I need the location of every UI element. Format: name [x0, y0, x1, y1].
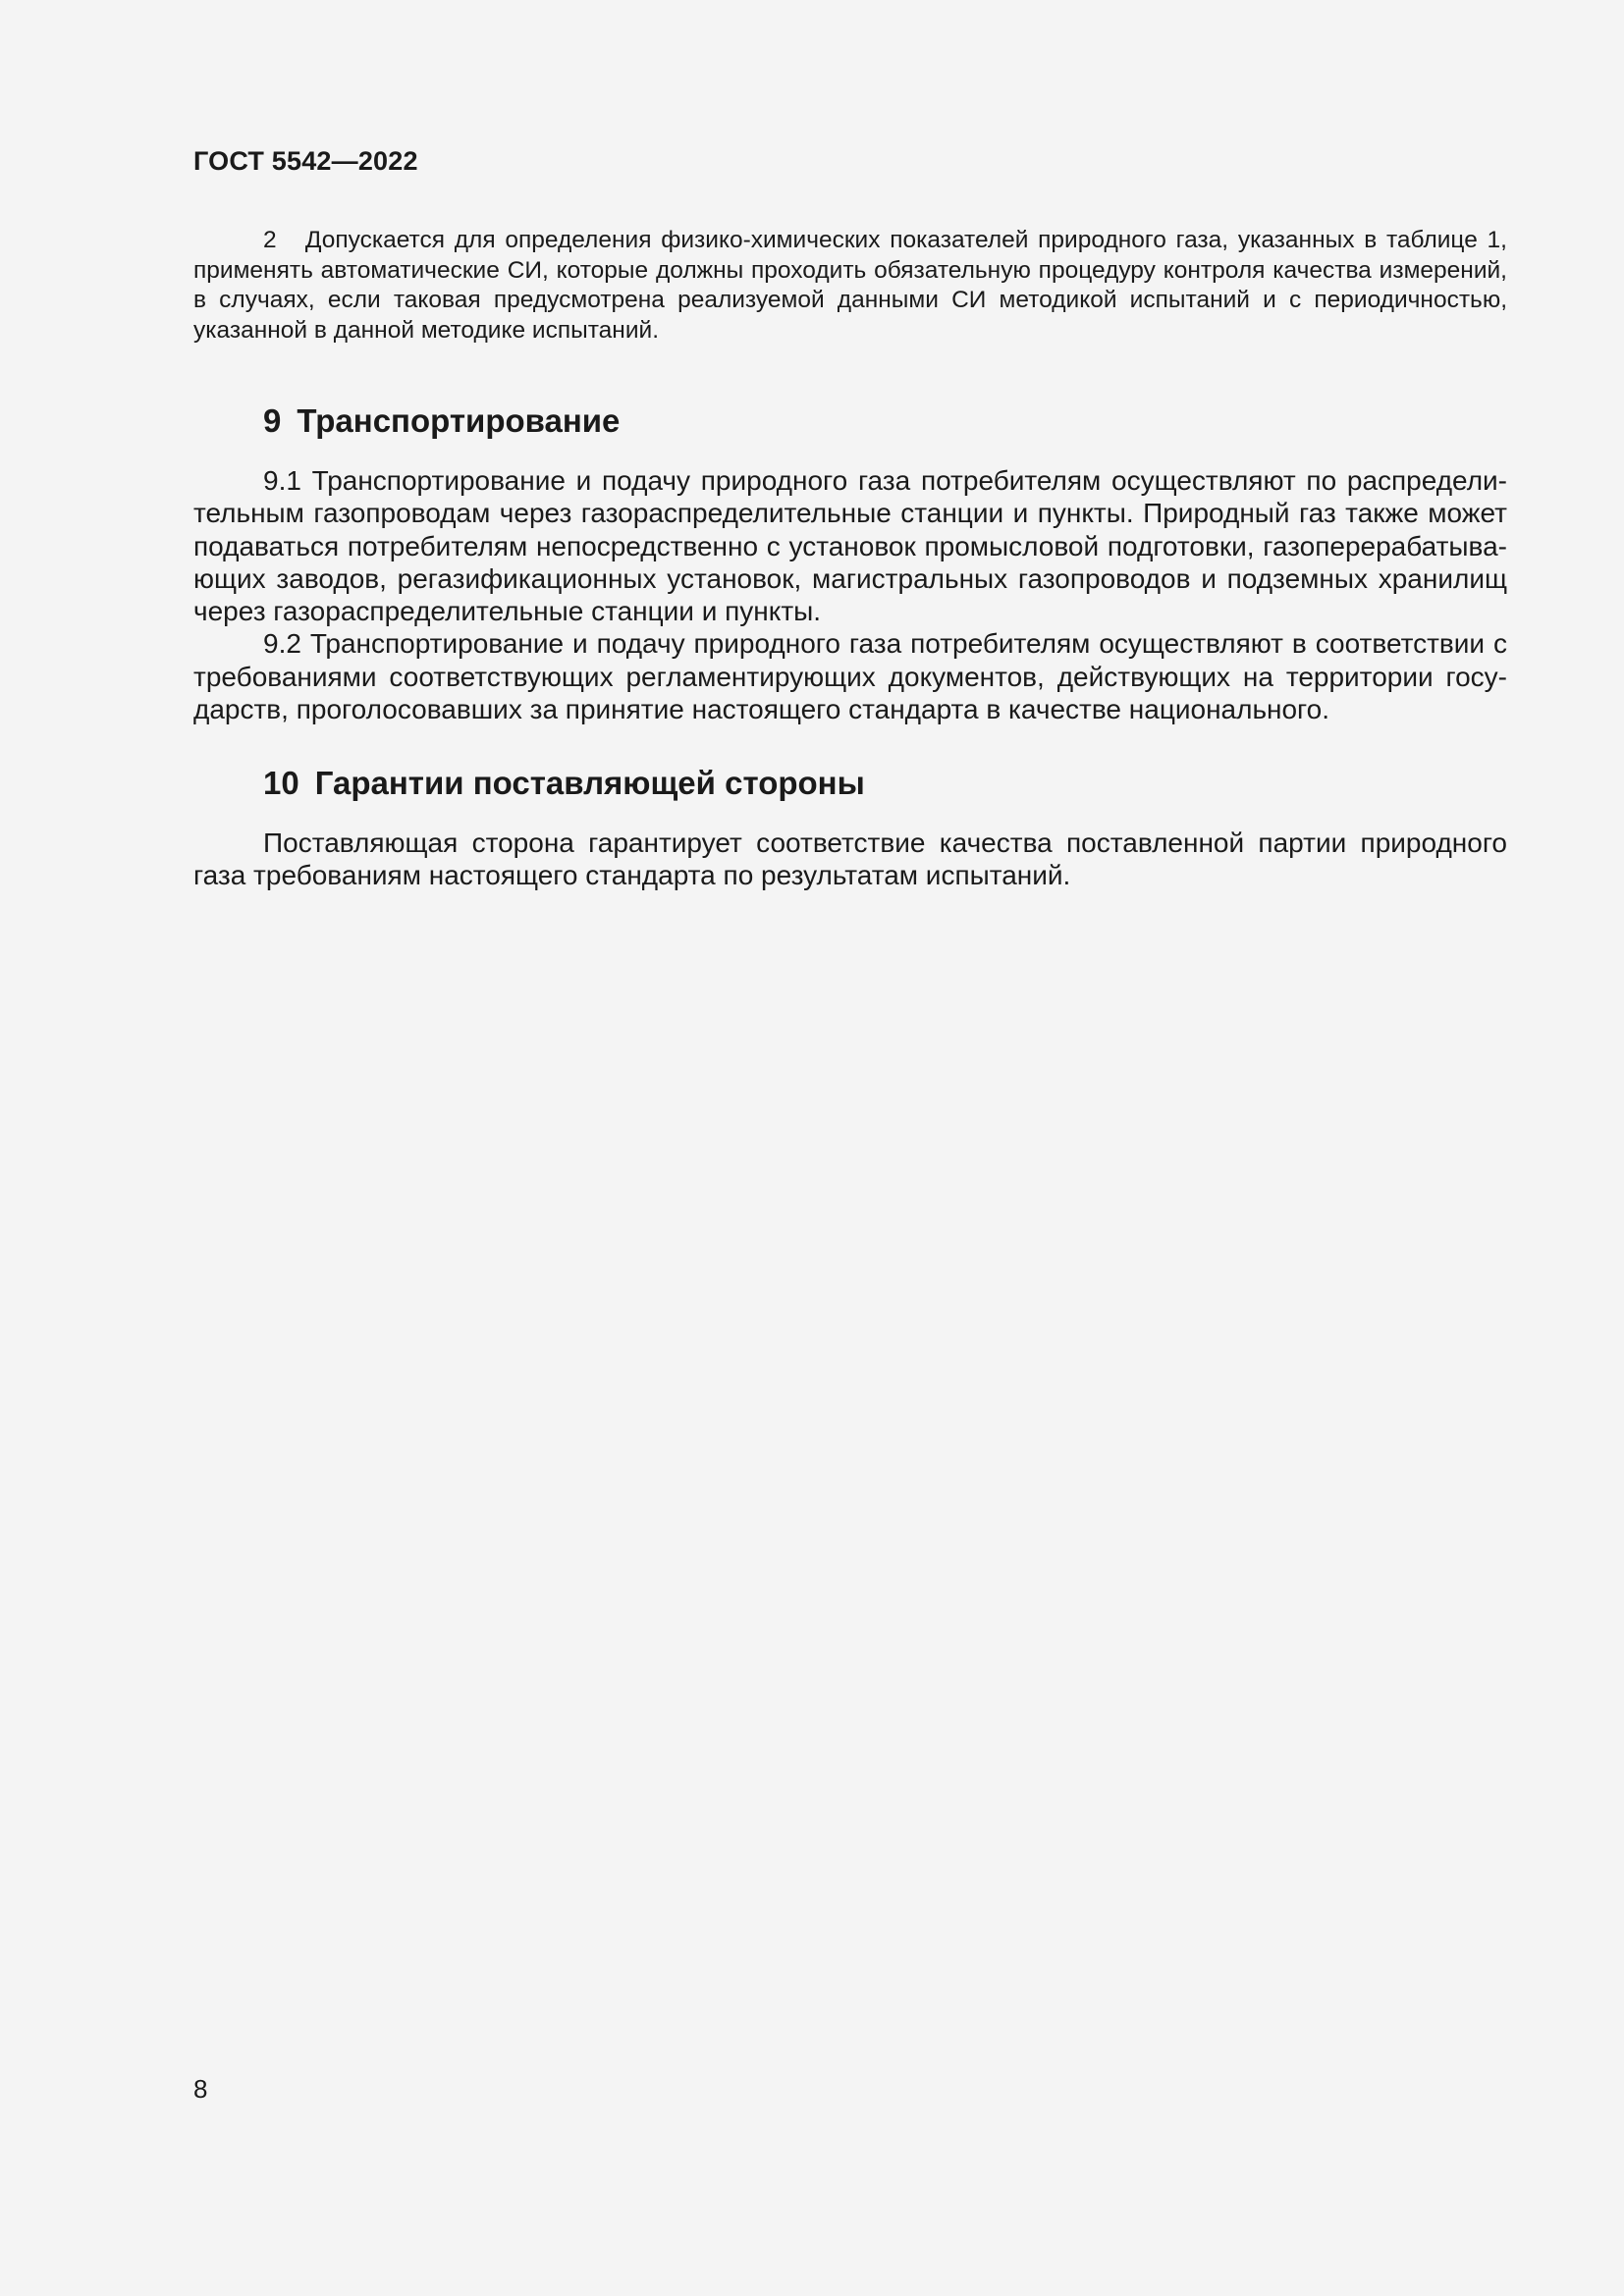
section-number: 9: [263, 402, 282, 439]
section-body: [193, 464, 1507, 725]
document-id-header: ГОСТ 5542—2022: [193, 146, 418, 176]
section-title: Гарантии поставляющей стороны: [314, 765, 865, 801]
note-2: [193, 226, 1507, 346]
paragraph-9-1: 9.1 Транспортирование и подачу природного газа потребителям осуществляют по распределительным газопроводам через газораспределительные станции и пункты. Природный газ также может подаваться потребителям непосредственно с установок промысловой подготовки, газоперерабатывающих заводов, регазификационных установок, магистральных газопроводов и подземных хранилищ через газораспределительные станции и пункты.: [193, 465, 1507, 627]
note-number: 2: [263, 227, 277, 253]
note-text: Допускается для определения физико-химических показателей природного газа, указанных в таблице 1, применять автоматические СИ, которые должны проходить обязательную процедуру контроля качества измерений, в случаях, если таковая предусмотрена реализуемой данными СИ методикой испытаний и с периодичностью, указанной в данной методике испытаний.: [193, 227, 1507, 344]
page-number: 8: [193, 2074, 208, 2104]
section-heading: [263, 765, 865, 802]
paragraph-9-2: 9.2 Транспортирование и подачу природного газа потребителям осуществляют в соответствии с требованиями соответствующих регламентирующих документов, действующих на территории государств, проголосовавших за принятие настоящего стандарта в качестве национального.: [193, 628, 1507, 725]
section-number: 10: [263, 765, 299, 801]
section-heading: [263, 402, 620, 440]
section-title: Транспортирование: [297, 402, 621, 439]
paragraph-10: Поставляющая сторона гарантирует соответствие качества поставленной партии природного газа требованиям настоящего стандарта по результатам испытаний.: [193, 828, 1507, 891]
section-body: [193, 827, 1507, 892]
